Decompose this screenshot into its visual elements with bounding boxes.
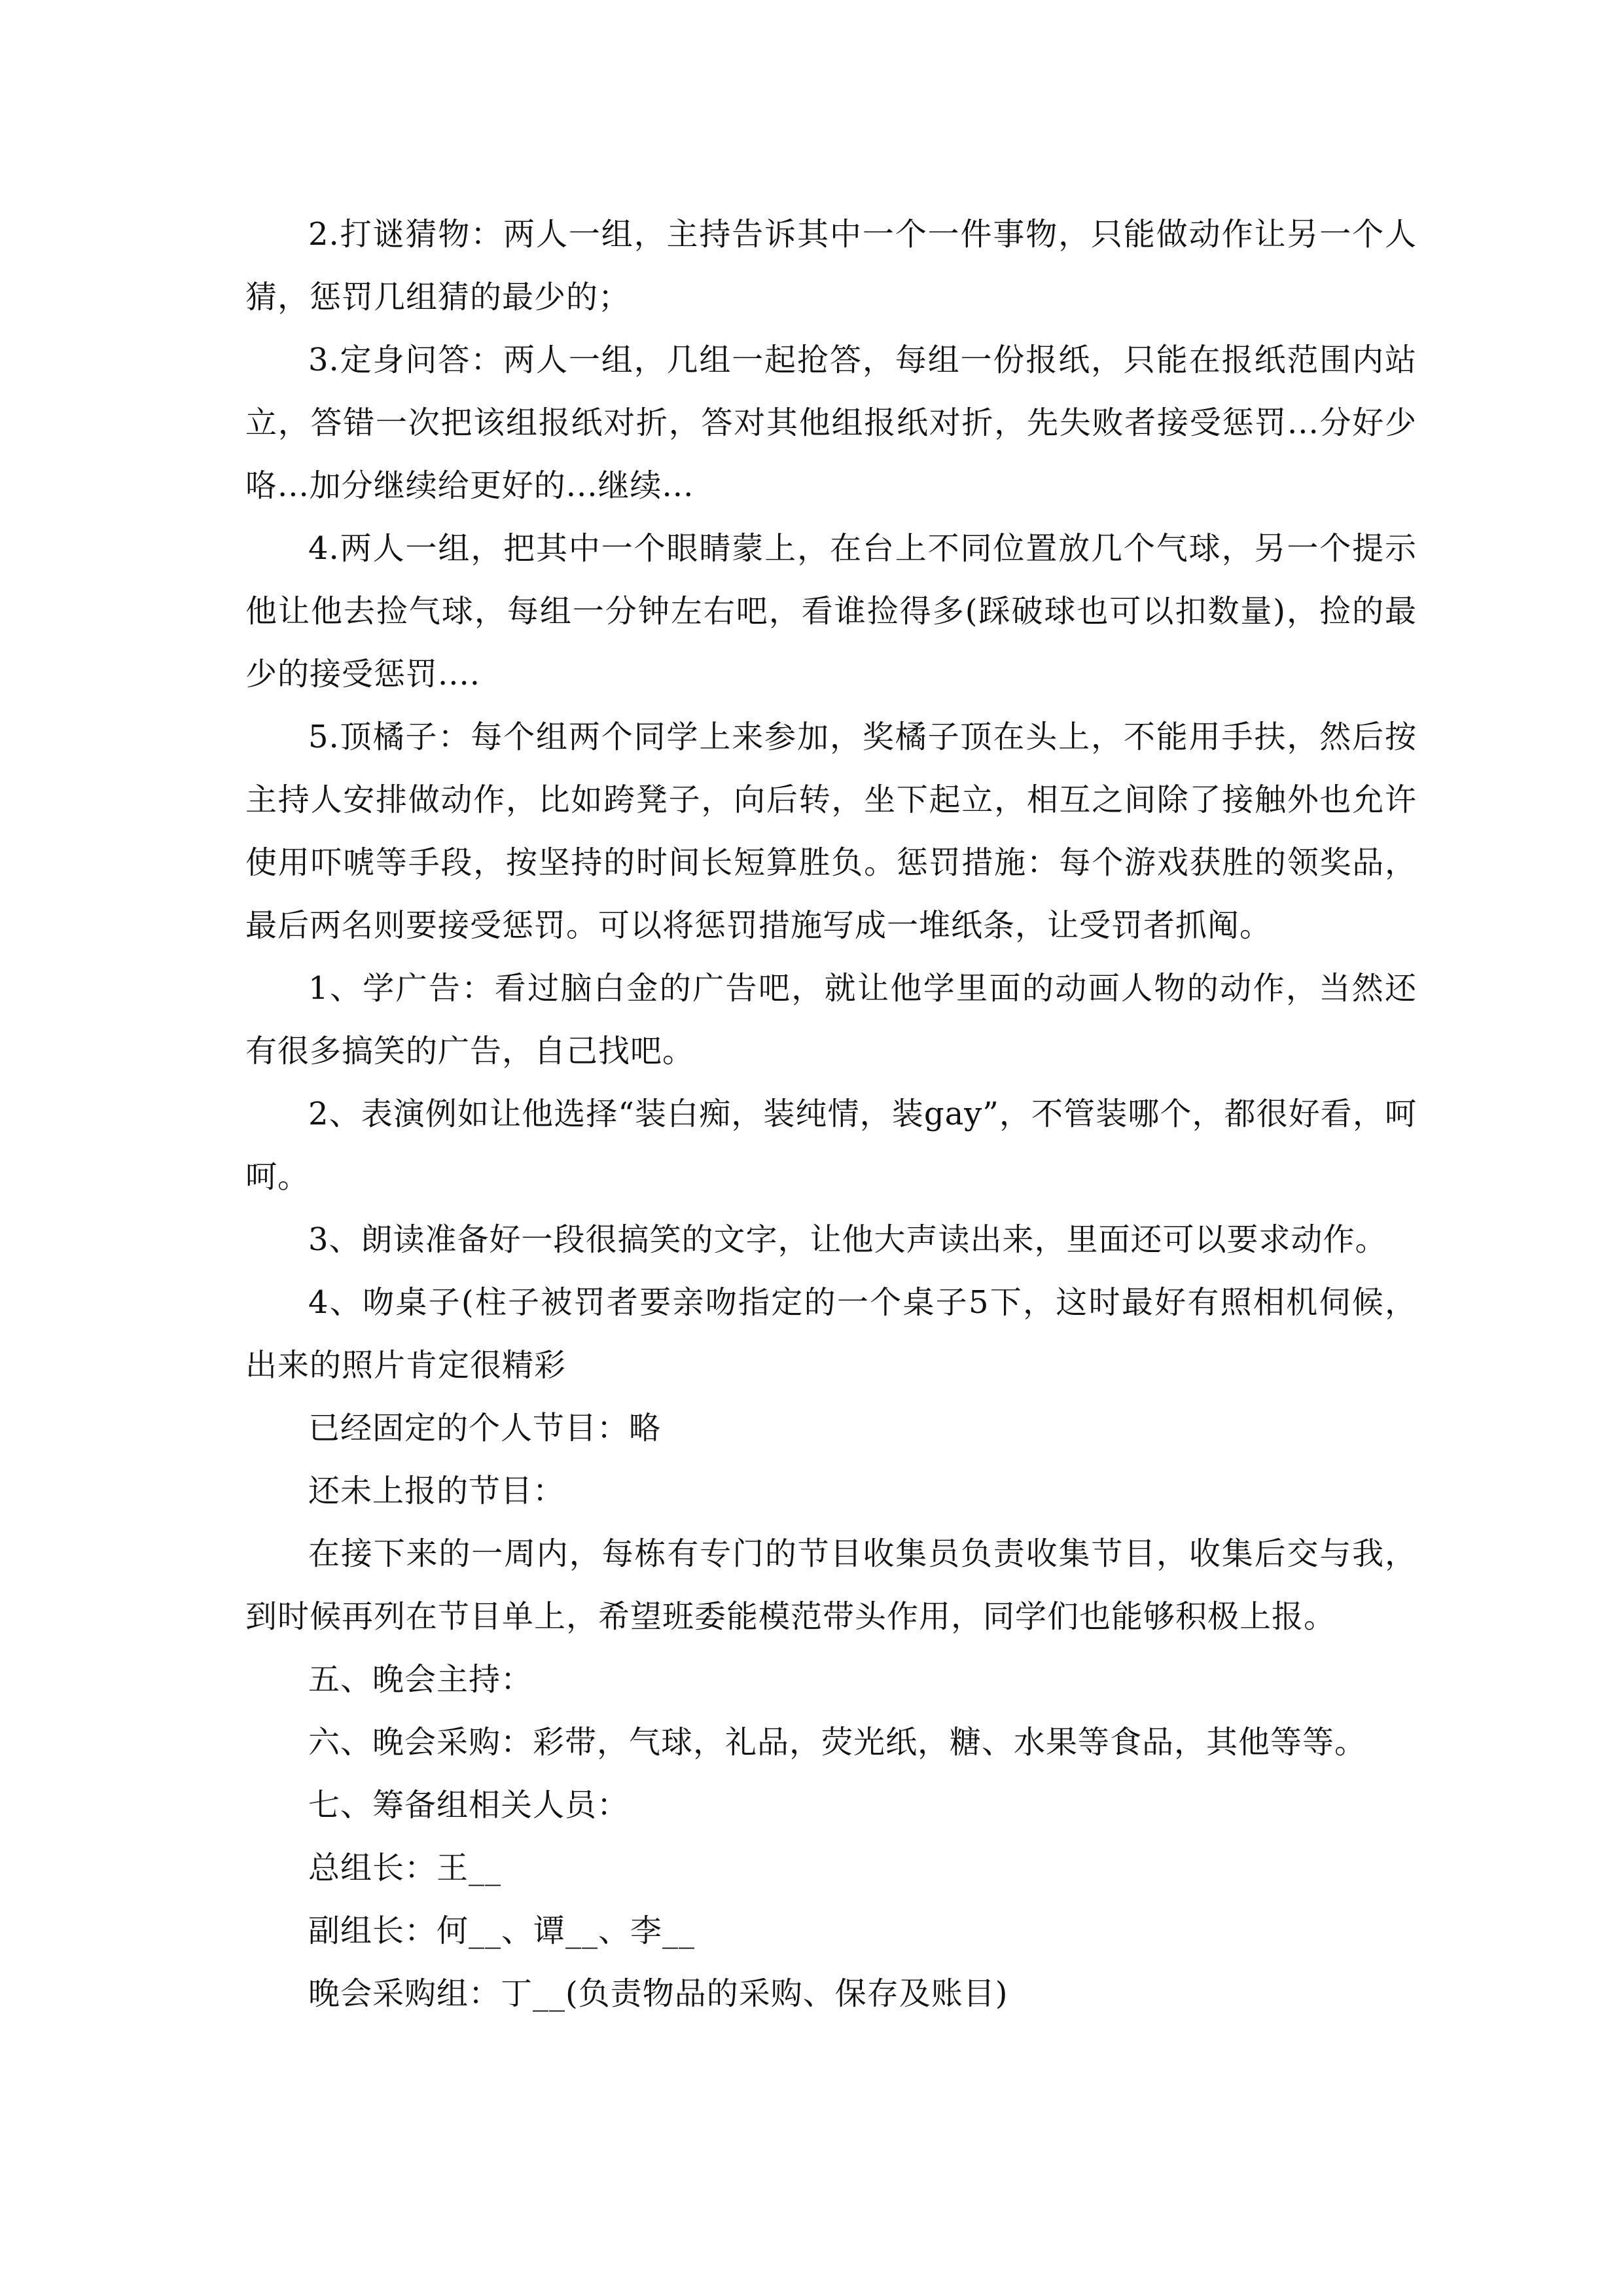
section-purchase: 六、晚会采购：彩带，气球，礼品，荧光纸，糖、水果等食品，其他等等。 [308, 1724, 1367, 1761]
staff-deputies: 副组长：何__、谭__、李__ [308, 1912, 696, 1949]
paragraph-penalty-2: 2、表演例如让他选择“装白痴，装纯情，装gay”，不管装哪个，都很好看，呵呵。 [245, 1096, 1417, 1195]
paragraph-penalty-1: 1、学广告：看过脑白金的广告吧，就让他学里面的动画人物的动作，当然还有很多搞笑的广告，自己找吧。 [245, 970, 1417, 1069]
section-host: 五、晚会主持： [308, 1661, 533, 1698]
paragraph-unreported-programs: 还未上报的节目： [308, 1473, 565, 1509]
paragraph-game-3: 3.定身问答：两人一组，几组一起抢答，每组一份报纸，只能在报纸范围内站立，答错一次把该组报纸对折，答对其他组报纸对折，先失败者接受惩罚...分好少咯...加分继续给更好的...继续... [245, 342, 1417, 504]
paragraph-penalty-3: 3、朗读准备好一段很搞笑的文字，让他大声读出来，里面还可以要求动作。 [308, 1221, 1387, 1258]
paragraph-fixed-programs: 已经固定的个人节目：略 [308, 1410, 662, 1446]
paragraph-game-4: 4.两人一组，把其中一个眼睛蒙上，在台上不同位置放几个气球，另一个提示他让他去捡气球，每组一分钟左右吧，看谁捡得多(踩破球也可以扣数量)，捡的最少的接受惩罚.... [245, 530, 1417, 692]
section-staff: 七、筹备组相关人员： [308, 1787, 630, 1823]
paragraph-penalty-4: 4、吻桌子(柱子被罚者要亲吻指定的一个桌子5下，这时最好有照相机伺候，出来的照片肯定很精彩 [245, 1284, 1417, 1384]
paragraph-game-5: 5.顶橘子：每个组两个同学上来参加，奖橘子顶在头上，不能用手扶，然后按主持人安排做动作，比如跨凳子，向后转，坐下起立，相互之间除了接触外也允许使用吓唬等手段，按坚持的时间长短算胜负。惩罚措施：每个游戏获胜的领奖品，最后两名则要接受惩罚。可以将惩罚措施写成一堆纸条，让受罚者抓阄。 [245, 719, 1417, 944]
paragraph-game-2: 2.打谜猜物：两人一组，主持告诉其中一个一件事物，只能做动作让另一个人猜，惩罚几组猜的最少的； [245, 216, 1417, 315]
paragraph-collection-plan: 在接下来的一周内，每栋有专门的节目收集员负责收集节目，收集后交与我，到时候再列在节目单上，希望班委能模范带头作用，同学们也能够积极上报。 [245, 1535, 1417, 1635]
staff-chief: 总组长：王__ [308, 1850, 502, 1886]
staff-purchase-group: 晚会采购组：丁__(负责物品的采购、保存及账目) [308, 1975, 1008, 2012]
document-body [245, 203, 1417, 2025]
